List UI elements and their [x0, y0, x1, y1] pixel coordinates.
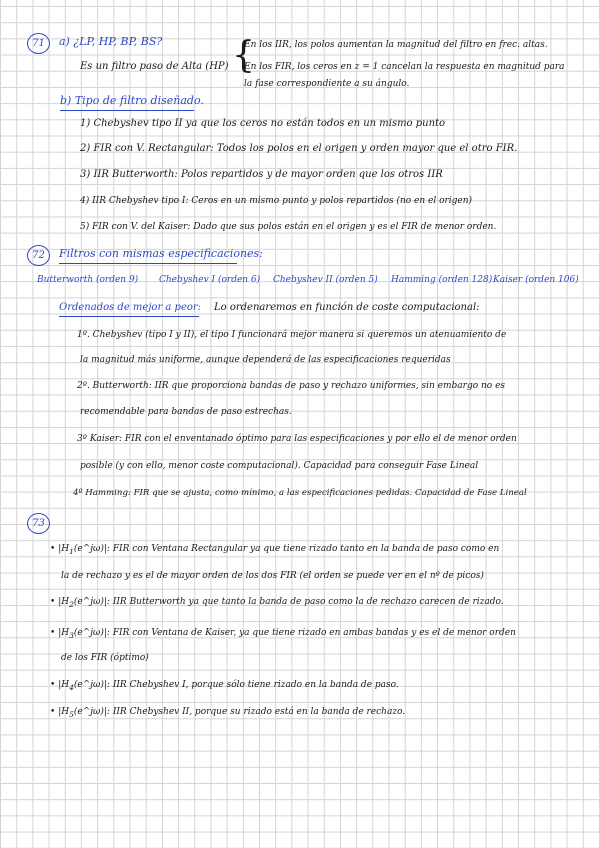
- h4-argument: (e^jω): [73, 680, 104, 690]
- filter-butterworth: Butterworth (orden 9): [37, 275, 139, 285]
- h3-argument: (e^jω): [73, 628, 104, 638]
- h5-label: |H: [58, 707, 70, 717]
- part-a-label: [59, 36, 162, 49]
- note-iir: En los IIR, los polos aumentan la magnitud del filtro en frec. altas.: [244, 40, 548, 50]
- rank-2-line2: recomendable para bandas de paso estrechas.: [80, 407, 292, 417]
- q72-heading: Filtros con mismas especificaciones:: [59, 247, 263, 260]
- rank-1-line2: la magnitud más uniforme, aunque dependerá de las especificaciones requeridas: [80, 355, 451, 365]
- bullet-mark: •: [50, 597, 56, 607]
- part-b-underline: [60, 110, 194, 111]
- brace: {: [232, 35, 255, 76]
- h5-argument: (e^jω): [73, 707, 104, 717]
- h3-label: |H: [58, 628, 70, 638]
- filter-item-3: 3) IIR Butterworth: Polos repartidos y de mayor orden que los otros IIR: [80, 169, 443, 180]
- bullet-mark: •: [50, 544, 56, 554]
- bullet-h5: [50, 707, 405, 719]
- filter-chebyshev-2: Chebyshev II (orden 5): [273, 275, 378, 285]
- rank-2-line1: 2º. Butterworth: IIR que proporciona bandas de paso y rechazo uniformes, sin embargo no es: [77, 381, 506, 391]
- filter-item-4: 4) IIR Chebyshev tipo I: Ceros en un mismo punto y polos repartidos (no en el origen): [80, 196, 473, 206]
- h1-label: |H: [58, 544, 70, 554]
- note-fir-line2: la fase correspondiente a su ángulo.: [244, 79, 410, 89]
- part-a-prefix: a): [59, 35, 70, 48]
- note-fir-line1: En los FIR, los ceros en z = 1 cancelan la respuesta en magnitud para: [244, 62, 565, 72]
- h3-subscript: 3: [69, 630, 74, 640]
- h4-text: |: IIR Chebyshev I, porque sólo tiene rizado en la banda de paso.: [103, 680, 399, 690]
- h1-subscript: 1: [69, 546, 74, 556]
- h1-text-line2: la de rechazo y es el de mayor orden de los dos FIR (el orden se puede ver en el nº de picos): [61, 571, 484, 581]
- question-73-number: 73: [27, 513, 50, 534]
- rank-4: 4º Hamming: FIR que se ajusta, como mínimo, a las especificaciones pedidas. Capacidad de Fase Lineal: [73, 488, 527, 498]
- part-a-answer: Es un filtro paso de Alta (HP): [80, 61, 229, 72]
- bullet-h3: [50, 628, 516, 640]
- filter-kaiser: Kaiser (orden 106): [493, 275, 579, 285]
- filter-item-2: 2) FIR con V. Rectangular: Todos los polos en el origen y orden mayor que el otro FIR.: [80, 143, 518, 154]
- h4-label: |H: [58, 680, 70, 690]
- h3-text-line1: |: FIR con Ventana de Kaiser, ya que tiene rizado en ambas bandas y es el de menor orden: [103, 628, 516, 638]
- h2-argument: (e^jω): [73, 597, 104, 607]
- h1-text-line1: |: FIR con Ventana Rectangular ya que tiene rizado tanto en la banda de paso como en: [103, 544, 500, 554]
- order-label: Ordenados de mejor a peor:: [59, 302, 202, 313]
- question-72-number: 72: [27, 245, 50, 266]
- bullet-mark: •: [50, 628, 56, 638]
- h1-argument: (e^jω): [73, 544, 104, 554]
- rank-3-line2: posible (y con ello, menor coste computacional). Capacidad para conseguir Fase Lineal: [80, 461, 479, 471]
- filter-chebyshev-1: Chebyshev I (orden 6): [159, 275, 261, 285]
- h2-text: |: IIR Butterworth ya que tanto la banda de paso como la de rechazo carecen de rizado.: [103, 597, 504, 607]
- filter-item-1: 1) Chebyshev tipo II ya que los ceros no están todos en un mismo punto: [80, 118, 446, 129]
- q72-heading-underline: [59, 263, 237, 264]
- rank-1-line1: 1º. Chebyshev (tipo I y II), el tipo I funcionará mejor manera si queremos un atenuamiento de: [77, 330, 507, 340]
- h3-text-line2: de los FIR (óptimo): [61, 653, 149, 663]
- h5-subscript: 5: [69, 709, 74, 719]
- h5-text: |: IIR Chebyshev II, porque su rizado está en la banda de rechazo.: [103, 707, 406, 717]
- filter-hamming: Hamming (orden 128): [391, 275, 493, 285]
- order-criterion: Lo ordenaremos en función de coste computacional:: [214, 302, 480, 313]
- bullet-mark: •: [50, 707, 56, 717]
- bullet-h1: [50, 544, 499, 556]
- filter-acronyms: ¿LP, HP, BP, BS?: [73, 35, 163, 48]
- h2-subscript: 2: [69, 599, 74, 609]
- filter-item-5: 5) FIR con V. del Kaiser: Dado que sus polos están en el origen y es el FIR de menor orden.: [80, 222, 497, 232]
- bullet-h2: [50, 597, 504, 609]
- question-71-number: 71: [27, 33, 50, 54]
- h4-subscript: 4: [69, 682, 74, 692]
- order-label-underline: [59, 316, 199, 317]
- bullet-mark: •: [50, 680, 56, 690]
- part-b-heading: b) Tipo de filtro diseñado.: [60, 94, 204, 107]
- h2-label: |H: [58, 597, 70, 607]
- rank-3-line1: 3º Kaiser: FIR con el enventanado óptimo para las especificaciones y por ello el de menor orden: [77, 434, 517, 444]
- bullet-h4: [50, 680, 399, 692]
